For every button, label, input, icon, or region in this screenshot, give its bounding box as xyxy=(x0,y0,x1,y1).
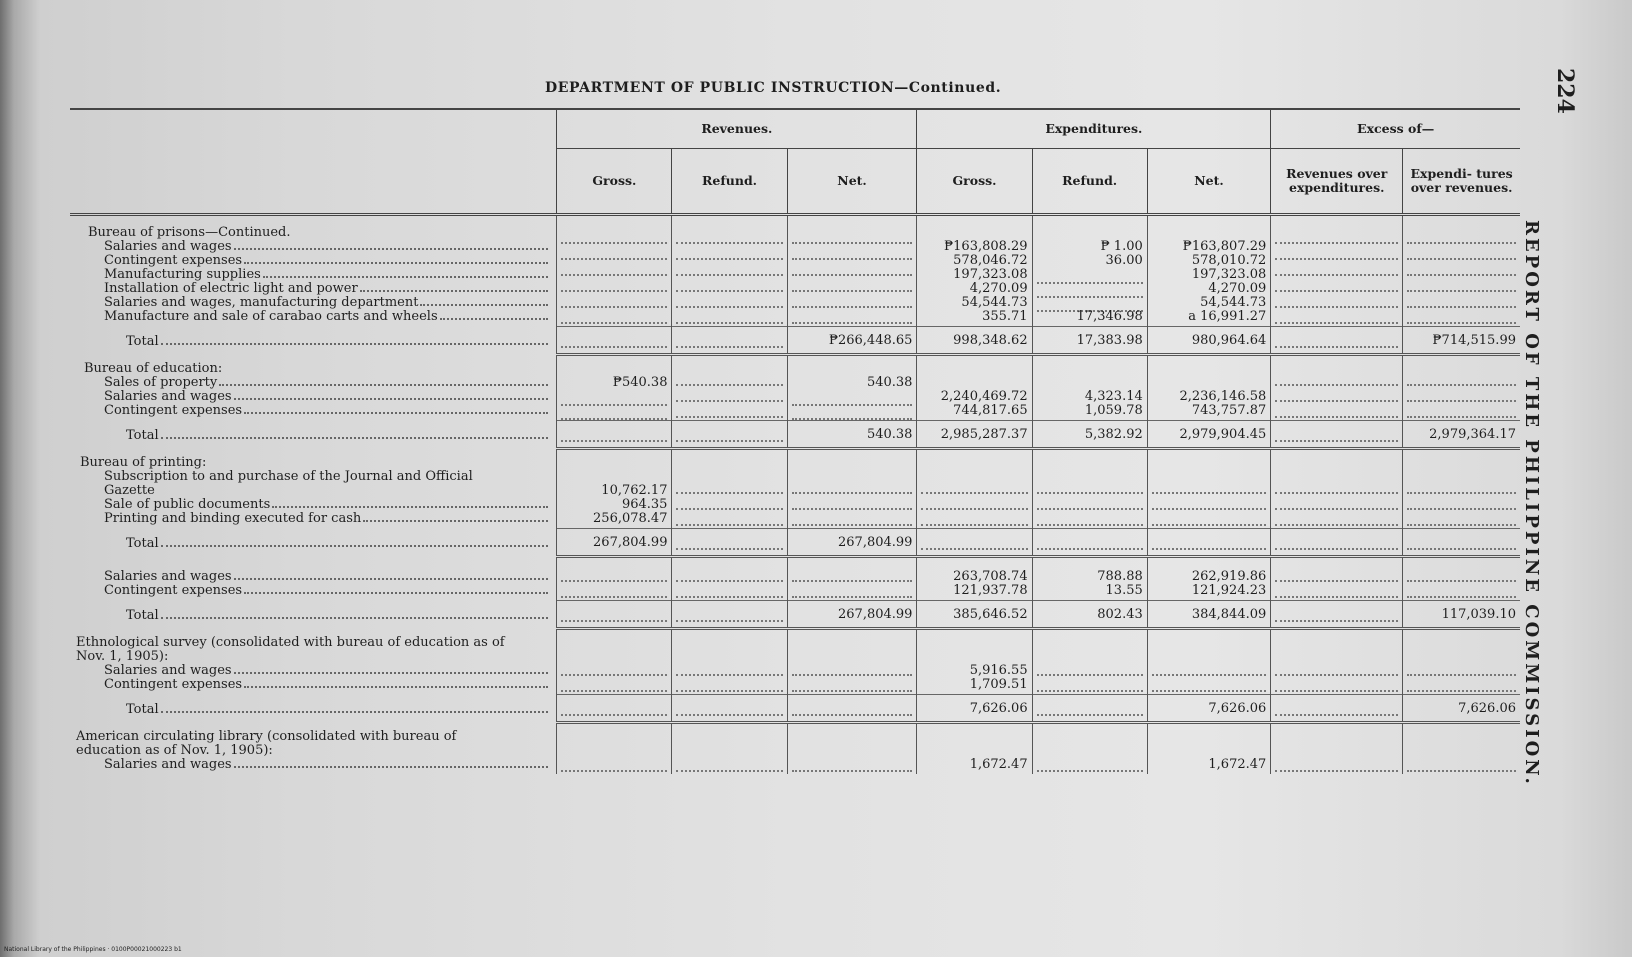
section-title: Bureau of prisons—Continued. xyxy=(88,225,291,240)
row-label: Manufacturing supplies xyxy=(104,267,261,282)
cell-value: 4,323.14 xyxy=(1084,388,1143,404)
section-title: Bureau of education: xyxy=(84,361,223,376)
cell-value: ₱540.38 xyxy=(612,374,668,390)
printing-expenses xyxy=(70,556,1520,600)
total-row xyxy=(70,420,1520,448)
section-title: Ethnological survey (consolidated with bureau of education as of Nov. 1, 1905): xyxy=(76,635,505,664)
header-rev-over-exp: Revenues over expenditures. xyxy=(1271,149,1403,215)
cell-value: 36.00 xyxy=(1105,252,1143,268)
cell-value: 17,346.98 xyxy=(1076,308,1143,324)
cell-value: 197,323.08 xyxy=(1191,266,1267,282)
cell-value: ₱714,515.99 xyxy=(1403,326,1520,354)
header-exp-net: Net. xyxy=(1147,149,1271,215)
row-label: Contingent expenses xyxy=(104,403,243,418)
cell-value: 267,804.99 xyxy=(787,528,917,556)
cell-value: 1,059.78 xyxy=(1084,402,1143,418)
row-label: Subscription to and purchase of the Journal and Official Gazette xyxy=(104,469,473,498)
cell-value: 197,323.08 xyxy=(953,266,1028,282)
row-label: Salaries and wages xyxy=(104,663,232,678)
cell-value: 744,817.65 xyxy=(953,402,1028,418)
cell-value: ₱266,448.65 xyxy=(787,326,917,354)
cell-value: 384,844.09 xyxy=(1147,600,1271,628)
header-exp-refund: Refund. xyxy=(1032,149,1147,215)
cell-value: 256,078.47 xyxy=(593,510,668,526)
cell-value: 121,924.23 xyxy=(1191,582,1267,598)
cell-value: 117,039.10 xyxy=(1403,600,1520,628)
cell-value: 2,979,364.17 xyxy=(1403,420,1520,448)
section-ethnological xyxy=(70,628,1520,694)
section-prisons xyxy=(70,215,1520,327)
section-title: American circulating library (consolidated with bureau of education as of Nov. 1, 1905): xyxy=(76,729,457,758)
cell-value: ₱163,808.29 xyxy=(943,238,1028,254)
row-label: Salaries and wages, manufacturing department xyxy=(104,295,419,310)
cell-value: 964.35 xyxy=(621,496,668,512)
cell-value: 385,646.52 xyxy=(917,600,1032,628)
cell-value: 263,708.74 xyxy=(953,568,1028,584)
cell-value: 10,762.17 xyxy=(601,482,668,498)
header-expenditures: Expenditures. xyxy=(917,109,1271,149)
header-exp-gross: Gross. xyxy=(917,149,1032,215)
cell-value: 17,383.98 xyxy=(1032,326,1147,354)
page-number: 224 xyxy=(1552,68,1578,114)
total-label: Total xyxy=(126,428,159,443)
row-label: Sale of public documents xyxy=(104,497,271,512)
cell-value: 578,046.72 xyxy=(953,252,1028,268)
cell-value: 262,919.86 xyxy=(1191,568,1267,584)
section-education xyxy=(70,354,1520,420)
header-rev-net: Net. xyxy=(787,149,917,215)
cell-value: 267,804.99 xyxy=(557,528,672,556)
row-label: Printing and binding executed for cash xyxy=(104,511,362,526)
cell-value: 267,804.99 xyxy=(787,600,917,628)
cell-value: 13.55 xyxy=(1105,582,1143,598)
cell-value: 743,757.87 xyxy=(1191,402,1267,418)
row-label: Salaries and wages xyxy=(104,757,232,772)
total-label: Total xyxy=(126,702,159,717)
cell-value: 540.38 xyxy=(866,374,913,390)
total-label: Total xyxy=(126,536,159,551)
header-rev-refund: Refund. xyxy=(672,149,787,215)
header-rev-gross: Gross. xyxy=(557,149,672,215)
cell-value: 121,937.78 xyxy=(953,582,1028,598)
cell-value: 54,544.73 xyxy=(1200,294,1267,310)
row-label: Manufacture and sale of carabao carts and wheels xyxy=(104,309,438,324)
header-revenues: Revenues. xyxy=(557,109,917,149)
financial-table xyxy=(70,108,1520,774)
row-label: Salaries and wages xyxy=(104,239,232,254)
cell-value: 1,709.51 xyxy=(969,676,1028,692)
section-library xyxy=(70,722,1520,774)
total-row xyxy=(70,694,1520,722)
header-excess: Excess of— xyxy=(1271,109,1520,149)
total-label: Total xyxy=(126,608,159,623)
header-exp-over-rev: Expendi- tures over revenues. xyxy=(1403,149,1520,215)
total-row xyxy=(70,326,1520,354)
cell-value: 7,626.06 xyxy=(917,694,1032,722)
section-printing xyxy=(70,448,1520,528)
cell-value: 578,010.72 xyxy=(1191,252,1267,268)
total-label: Total xyxy=(126,334,159,349)
cell-value: 7,626.06 xyxy=(1403,694,1520,722)
scan-caption: National Library of the Philippines · 0100P00021000223 b1 xyxy=(4,946,182,953)
cell-value: 5,916.55 xyxy=(969,662,1028,678)
row-label: Contingent expenses xyxy=(104,677,243,692)
running-title: REPORT OF THE PHILIPPINE COMMISSION. xyxy=(1521,220,1542,787)
row-label: Salaries and wages xyxy=(104,569,232,584)
cell-value: 1,672.47 xyxy=(1147,722,1271,774)
cell-value: a 16,991.27 xyxy=(1188,308,1267,324)
cell-value: 355.71 xyxy=(982,308,1028,324)
total-row xyxy=(70,600,1520,628)
row-label: Contingent expenses xyxy=(104,583,243,598)
row-label: Contingent expenses xyxy=(104,253,243,268)
cell-value: 4,270.09 xyxy=(1208,280,1267,296)
page-title: DEPARTMENT OF PUBLIC INSTRUCTION—Continued. xyxy=(545,80,1002,96)
cell-value: 980,964.64 xyxy=(1147,326,1271,354)
cell-value: 2,979,904.45 xyxy=(1147,420,1271,448)
section-title: Bureau of printing: xyxy=(80,455,207,470)
subtotal-row xyxy=(70,528,1520,556)
cell-value: 5,382.92 xyxy=(1032,420,1147,448)
cell-value: 2,985,287.37 xyxy=(917,420,1032,448)
cell-value: 4,270.09 xyxy=(969,280,1028,296)
row-label: Installation of electric light and power xyxy=(104,281,358,296)
row-label: Sales of property xyxy=(104,375,218,390)
cell-value: ₱163,807.29 xyxy=(1182,238,1267,254)
cell-value: ₱ 1.00 xyxy=(1100,238,1143,254)
cell-value: 540.38 xyxy=(787,420,917,448)
cell-value: 2,236,146.58 xyxy=(1179,388,1267,404)
cell-value: 802.43 xyxy=(1032,600,1147,628)
cell-value: 1,672.47 xyxy=(917,722,1032,774)
cell-value: 788.88 xyxy=(1097,568,1143,584)
cell-value: 54,544.73 xyxy=(961,294,1028,310)
cell-value: 7,626.06 xyxy=(1147,694,1271,722)
cell-value: 2,240,469.72 xyxy=(940,388,1028,404)
row-label: Salaries and wages xyxy=(104,389,232,404)
cell-value: 998,348.62 xyxy=(917,326,1032,354)
header-blank xyxy=(70,109,557,215)
